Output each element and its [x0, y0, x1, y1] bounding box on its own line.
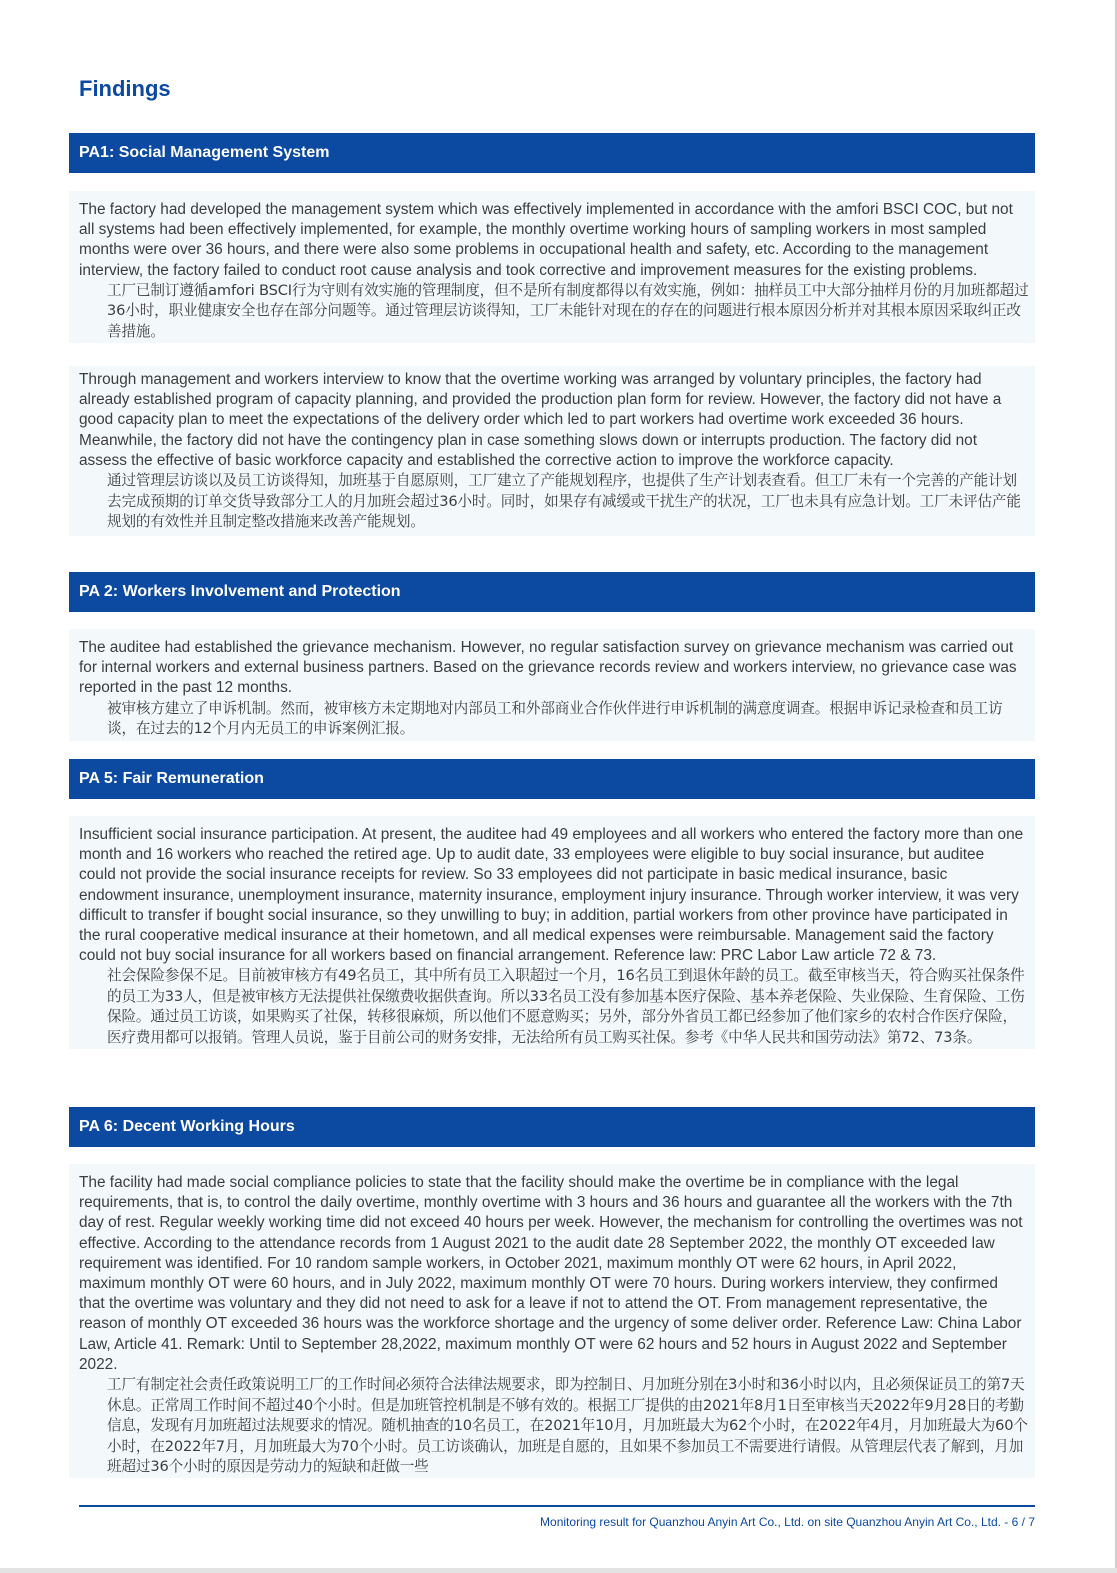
page-title: Findings	[79, 76, 171, 101]
section-header-pa5: PA 5: Fair Remuneration	[69, 759, 1035, 799]
section-header-pa2: PA 2: Workers Involvement and Protection	[69, 572, 1035, 612]
finding-block-pa1-1	[69, 191, 1035, 343]
page-bottom-edge	[0, 1568, 1117, 1573]
finding-text-zh: 社会保险参保不足。目前被审核方有49名员工，其中所有员工入职超过一个月，16名员工到退休年龄的员工。截至审核当天，符合购买社保条件的员工为33人，但是被审核方无法提供社保缴费收据供查询。所以33名员工没有参加基本医疗保险、基本养老保险、失业保险、生育保险、工伤保险。通过员工访谈，如果购买了社保，转移很麻烦，所以他们不愿意购买；另外，部分外省员工都已经参加了他们家乡的农村合作医疗保险，医疗费用都可以报销。管理人员说，鉴于目前公司的财务安排，无法给所有员工购买社保。参考《中华人民共和国劳动法》第72、73条。	[107, 967, 1025, 1046]
section-header-pa1: PA1: Social Management System	[69, 133, 1035, 173]
finding-text-en: The facility had made social compliance policies to state that the facility should make the overtime be in compliance with the legal requirements, that is, to control the daily overtime, monthly overtime with 3 hours and 36 hours and guarantee all the workers with the 7th day of rest. Regular weekly working time did not exceed 40 hours per week. However, the mechanism for controlling the overtimes was not effective. According to the attendance records from 1 August 2021 to the audit date 28 September 2022, the monthly OT exceeded law requirement was identified. For 10 random sample workers, in October 2021, maximum monthly OT were 62 hours, in April 2022, maximum monthly OT were 60 hours, and in July 2022, maximum monthly OT were 70 hours. During workers interview, they confirmed that the overtime was voluntary and they did not need to ask for a leave if not to attend the OT. From management representative, the reason of monthly OT exceeded 36 hours was the workforce shortage and the urgency of some deliver order. Reference Law: China Labor Law, Article 41. Remark: Until to September 28,2022, maximum monthly OT were 62 hours and 52 hours in August 2022 and September 2022.	[79, 1174, 1023, 1373]
finding-text-zh: 工厂已制订遵循amfori BSCI行为守则有效实施的管理制度，但不是所有制度都得以有效实施，例如：抽样员工中大部分抽样月份的月加班都超过36小时，职业健康安全也存在部分问题等。通过管理层访谈得知，工厂未能针对现在的存在的问题进行根本原因分析并对其根本原因采取纠正改善措施。	[107, 281, 1029, 340]
finding-block-pa1-2	[69, 366, 1035, 536]
finding-block-pa5	[69, 816, 1035, 1049]
finding-block-pa6	[69, 1164, 1035, 1478]
finding-text-zh: 被审核方建立了申诉机制。然而，被审核方未定期地对内部员工和外部商业合作伙伴进行申诉机制的满意度调查。根据申诉记录检查和员工访谈，在过去的12个月内无员工的申诉案例汇报。	[107, 699, 1003, 738]
finding-text-zh: 工厂有制定社会责任政策说明工厂的工作时间必须符合法律法规要求，即为控制日、月加班分别在3小时和36小时以内，且必须保证员工的第7天休息。正常周工作时间不超过40个小时。但是加班管控机制是不够有效的。根据工厂提供的由2021年8月1日至审核当天2022年9月28日的考勤信息，发现有月加班超过法规要求的情况。随机抽查的10名员工，在2021年10月，月加班最大为62个小时，在2022年4月，月加班最大为60个小时，在2022年7月，月加班最大为70个小时。员工访谈确认，加班是自愿的，且如果不参加员工不需要进行请假。从管理层代表了解到，月加班超过36个小时的原因是劳动力的短缺和赶做一些	[107, 1376, 1028, 1476]
finding-text-zh: 通过管理层访谈以及员工访谈得知，加班基于自愿原则，工厂建立了产能规划程序，也提供了生产计划表查看。但工厂未有一个完善的产能计划去完成预期的订单交货导致部分工人的月加班会超过36小时。同时，如果存有减缓或干扰生产的状况，工厂也未具有应急计划。工厂未评估产能规划的有效性并且制定整改措施来改善产能规划。	[107, 472, 1021, 531]
finding-text-en: Insufficient social insurance participation. At present, the auditee had 49 employees and all workers who entered the factory more than one month and 16 workers who reached the retired age. Up to audit date, 33 employees were eligible to buy social insurance, but auditee could not provide the social insurance receipts for review. So 33 employees did not participate in basic medical insurance, basic endowment insurance, unemployment insurance, maternity insurance, employment injury insurance. Through worker interview, it was very difficult to transfer if bought social insurance, so they unwilling to buy; in addition, partial workers from other province have participated in the rural cooperative medical insurance at their hometown, and all medical expenses were reimbursable. Management said the factory could not buy social insurance for all workers based on financial arrangement. Reference law: PRC Labor Law article 72 & 73.	[79, 826, 1024, 965]
finding-text-en: The auditee had established the grievance mechanism. However, no regular satisfaction survey on grievance mechanism was carried out for internal workers and external business partners. Based on the grievance records review and workers interview, no grievance case was reported in the past 12 months.	[79, 639, 1017, 697]
finding-text-en: Through management and workers interview to know that the overtime working was arranged by voluntary principles, the factory had already established program of capacity planning, and provided the production plan form for review. However, the factory did not have a good capacity plan to meet the expectations of the delivery order which led to part workers had overtime work exceeded 36 hours. Meanwhile, the factory did not have the contingency plan in case something slows down or interrupts production. The factory did not assess the effective of basic workforce capacity and established the corrective action to improve the workforce capacity.	[79, 371, 1002, 469]
footer-text: Monitoring result for Quanzhou Anyin Art Co., Ltd. on site Quanzhou Anyin Art Co., Ltd. - 6 / 7	[540, 1515, 1035, 1529]
finding-block-pa2	[69, 629, 1035, 741]
footer-rule	[79, 1505, 1035, 1507]
section-header-pa6: PA 6: Decent Working Hours	[69, 1107, 1035, 1147]
finding-text-en: The factory had developed the management system which was effectively implemented in accordance with the amfori BSCI COC, but not all systems had been effectively implemented, for example, the monthly overtime working hours of sampling workers in most sampled months were over 36 hours, and there were also some problems in occupational health and safety, etc. According to the management interview, the factory failed to conduct root cause analysis and took corrective and improvement measures for the existing problems.	[79, 201, 1013, 279]
